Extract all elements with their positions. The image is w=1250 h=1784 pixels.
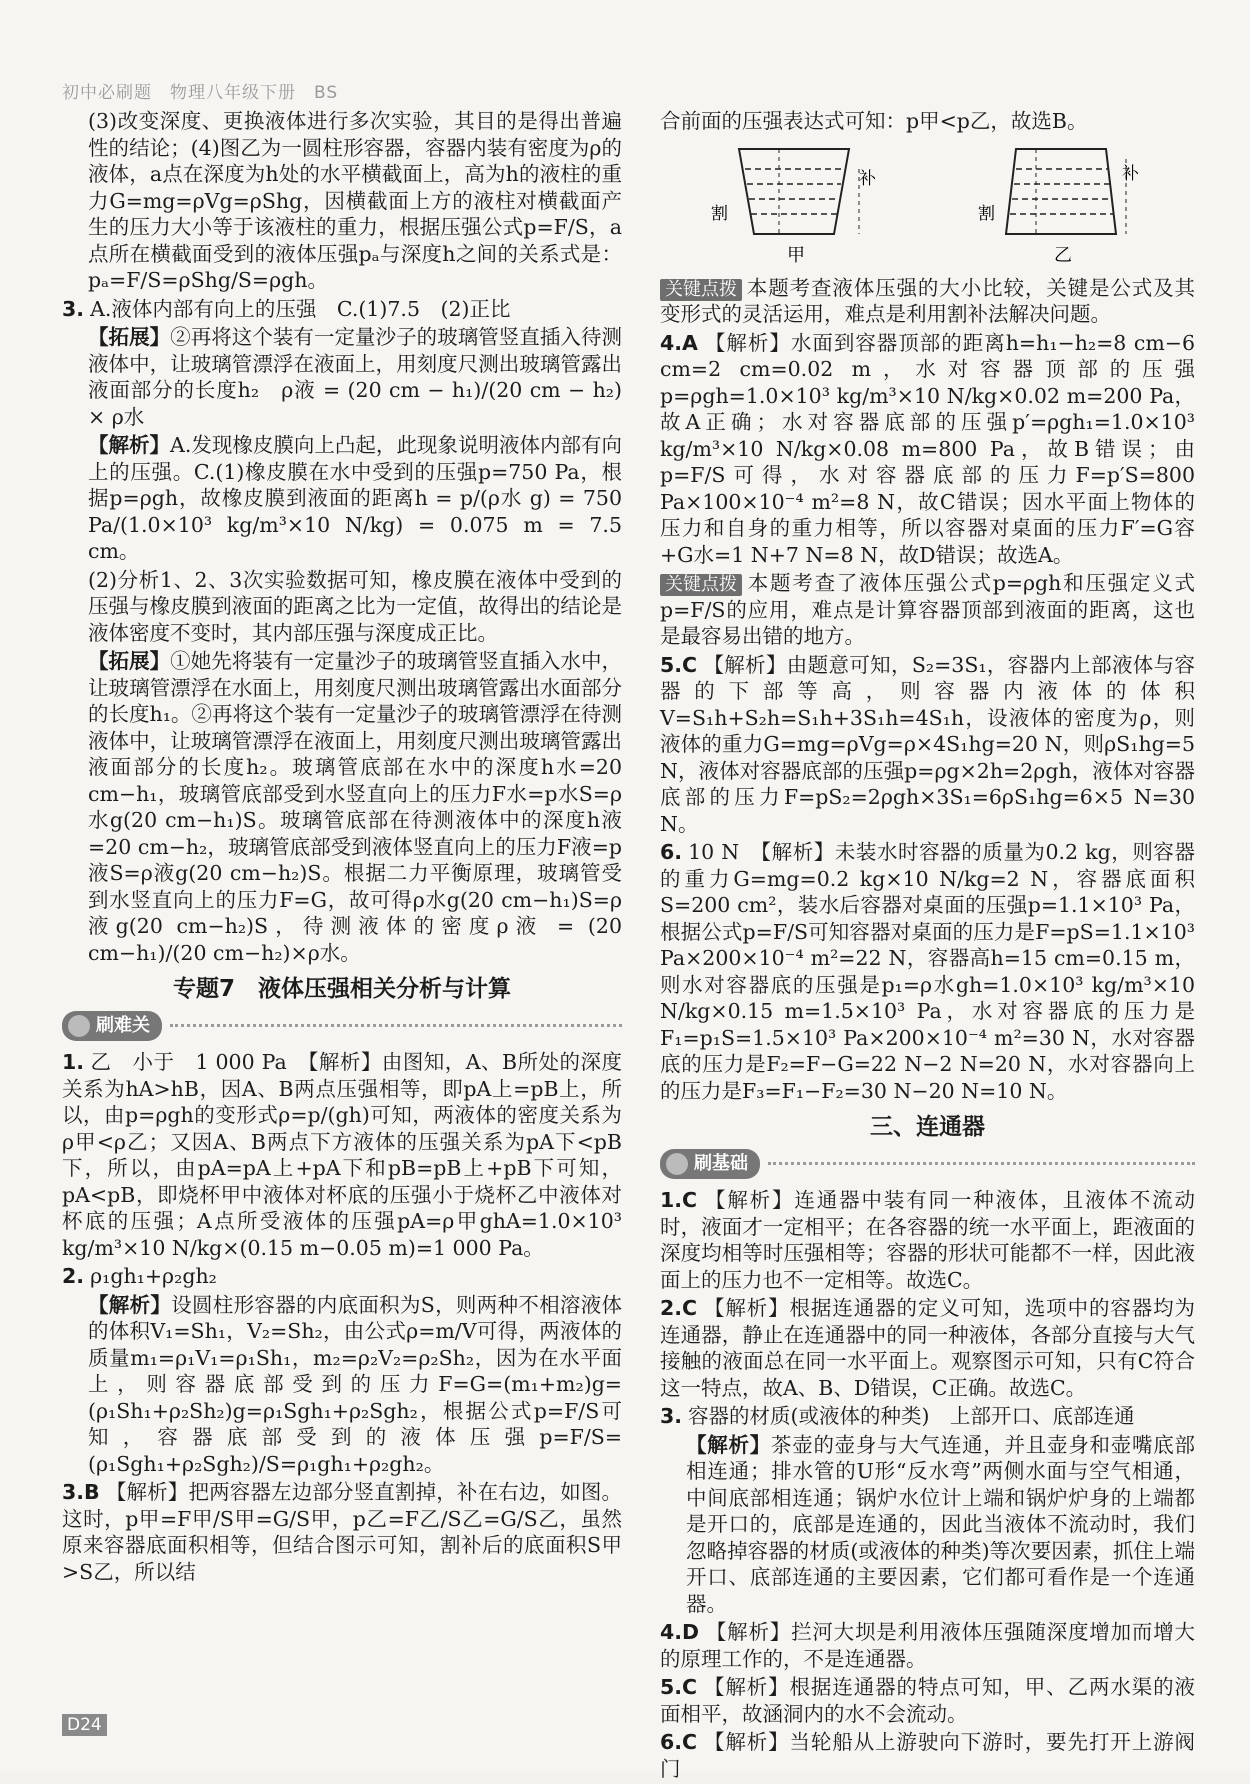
analysis-tag: 【解析】	[88, 1292, 172, 1317]
connector-q6	[660, 1729, 1195, 1782]
question-number: 3.	[62, 296, 85, 321]
analysis-tag: 【解析】	[686, 1432, 771, 1457]
container-diagram	[660, 139, 1195, 269]
key-point-text: 本题考查了液体压强公式p=ρgh和压强定义式p=F/S的应用，难点是计算容器顶部到液面的距离，这也是最容易出错的地方。	[660, 571, 1195, 648]
connector-q2	[660, 1295, 1195, 1401]
section-badge-row	[62, 1011, 622, 1042]
question-number: 3.	[660, 1404, 683, 1428]
continued-text: 合前面的压强表达式可知：p甲<p乙，故选B。	[660, 109, 1088, 133]
connector-q5	[660, 1674, 1195, 1727]
question-number: 1.C	[660, 1188, 698, 1212]
analysis-block	[62, 1292, 622, 1478]
container-diagram-jia	[709, 139, 879, 269]
analysis-tag: 【解析】	[88, 433, 171, 457]
section-badge	[660, 1149, 760, 1180]
section-badge-row	[660, 1149, 1195, 1180]
diagram-label-ge: 割	[710, 203, 728, 224]
key-point-tag: 关键点拨	[660, 574, 742, 596]
key-point-2	[660, 570, 1195, 650]
key-point-tag: 关键点拨	[660, 279, 742, 301]
answer-paragraph: (3)改变深度、更换液体进行多次实验，其目的是得出普遍性的结论；(4)图乙为一圆柱形容器，容器内装有密度为ρ的液体，a点在深度为h处的水平横截面上，高为h的液柱的重力G=mg=ρVg=ρShg，因横截面上方的液柱对横截面产生的压力大小等于该液柱的重力，根据压强公式p=F/S，a点所在横截面受到的液体压强pₐ与深度h之间的关系式是：pₐ=F/S=ρShg/S=ρgh。	[88, 109, 622, 292]
key-point-1	[660, 275, 1195, 328]
question-number: 5.C	[660, 652, 698, 677]
answer-text: 容器的材质(或液体的种类) 上部开口、底部连通	[688, 1404, 1135, 1428]
question-6	[660, 839, 1195, 1104]
question-2	[62, 1263, 622, 1290]
question-5	[660, 652, 1195, 838]
dotted-divider	[170, 1024, 622, 1027]
extension-block	[62, 324, 622, 430]
section-title: 三、连通器	[870, 1114, 985, 1140]
analysis-text: 茶壶的壶身与大气连通，并且壶身和壶嘴底部相连通；排水管的U形“反水弯”两侧水面与空气相通，中间底部相连通；锅炉水位计上端和锅炉炉身的上端都是开口的，底部是连通的，因此当液体不流动时，我们忽略掉容器的材质(或液体的种类)等次要因素，抓住上端开口、底部连通的主要因素，它们都可看作是一个连通器。	[686, 1432, 1196, 1616]
right-column	[660, 108, 1195, 1784]
analysis-text: 设圆柱形容器的内底面积为S，则两种不相溶液体的体积V₁=Sh₁，V₂=Sh₂，由公式ρ=m/V可得，两液体的质量m₁=ρ₁V₁=ρ₁Sh₁，m₂=ρ₂V₂=ρ₂Sh₂，因为在水平面上，则容器底部受到的压力F=G=(m₁+m₂)g=(ρ₁Sh₁+ρ₂Sh₂)g=ρ₁Sgh₁+ρ₂Sgh₂，根据公式p=F/S可知，容器底部受到的液体压强p=F/S=(ρ₁Sgh₁+ρ₂Sgh₂)/S=ρ₁gh₁+ρ₂gh₂。	[88, 1292, 623, 1476]
diagram-caption: 甲	[786, 244, 805, 266]
answer-text: 【解析】当轮船从上游驶向下游时，要先打开上游阀门	[660, 1730, 1195, 1781]
question-number: 6.C	[660, 1730, 698, 1754]
connector-q3	[660, 1403, 1195, 1430]
question-3	[62, 296, 622, 323]
answer-text: 【解析】水面到容器顶部的距离h=h₁−h₂=8 cm−6 cm=2 cm=0.02 m，水对容器顶部的压强p=ρgh=1.0×10³ kg/m³×10 N/kg×0.02 m=200 Pa，故A正确；水对容器底部的压强p′=ρgh₁=1.0×10³ kg/m³×10 N/kg×0.08 m=800 Pa，故B错误；由p=F/S可得，水对容器底部的压力F=p′S=800 Pa×100×10⁻⁴ m²=8 N，故C错误；因水平面上物体的压力和自身的重力相等，所以容器对桌面的压力F′=G容+G水=1 N+7 N=8 N，故D错误；故选A。	[660, 330, 1195, 567]
extension-block-2	[62, 648, 622, 966]
dotted-divider	[768, 1162, 1195, 1165]
diagram-label-ge: 割	[978, 203, 996, 224]
analysis-block	[62, 432, 622, 565]
question-1	[62, 1049, 622, 1261]
question-number: 2.	[62, 1264, 85, 1288]
extension-tag: 【拓展】	[88, 325, 171, 349]
analysis-block	[660, 1432, 1195, 1618]
question-number: 5.C	[660, 1675, 698, 1699]
answer-text: 【解析】把两容器左边部分竖直割掉，补在右边，如图。这时，p甲=F甲/S甲=G/S甲，p乙=F乙/S乙=G/S乙，虽然原来容器底面积相等，但结合图示可知，割补后的底面积S甲>S乙，所以结	[62, 1480, 622, 1584]
left-column	[62, 108, 622, 1587]
answer-text: ρ₁gh₁+ρ₂gh₂	[90, 1264, 217, 1288]
analysis-continued: (2)分析1、2、3次实验数据可知，橡皮膜在液体中受到的压强与橡皮膜到液面的距离之比为一定值，故得出的结论是液体密度不变时，其内部压强与深度成正比。	[88, 567, 622, 645]
question-number: 4.D	[660, 1620, 700, 1644]
answer-text: 【解析】拦河大坝是利用液体压强随深度增加而增大的原理工作的，不是连通器。	[660, 1620, 1195, 1671]
question-number: 3.B	[62, 1480, 100, 1504]
answer-text: 【解析】由题意可知，S₂=3S₁，容器内上部液体与容器的下部等高，则容器内液体的体积V=S₁h+S₂h=S₁h+3S₁h=4S₁h，设液体的密度为ρ，则液体的重力G=mg=ρVg=ρ×4S₁hg=20 N，则ρS₁hg=5 N，液体对容器底部的压强p=ρg×2h=2ρgh，液体对容器底部的压力F=pS₂=2ρgh×3S₁=6ρS₁hg=6×5 N=30 N。	[660, 652, 1195, 836]
question-number: 1.	[62, 1050, 85, 1074]
connector-q1	[660, 1187, 1195, 1293]
book-icon	[666, 1153, 688, 1175]
question-number: 6.	[660, 840, 683, 864]
page-header: 初中必刷题 物理八年级下册 BS	[62, 83, 339, 103]
page-number: D24	[62, 1714, 107, 1736]
answer-text: 乙 小于 1 000 Pa 【解析】由图知，A、B所处的深度关系为hA>hB，因A、B两点压强相等，即pA上=pB上，所以，由p=ρgh的变形式ρ=p/(gh)可知，两液体的密度关系为ρ甲<ρ乙；又因A、B两点下方液体的压强关系为pA下<pB下，所以，由pA=pA上+pA下和pB=pB上+pB下可知，pA<pB，即烧杯甲中液体对杯底的压强小于烧杯乙中液体对杯底的压强；A点所受液体的压强pA=ρ甲ghA=1.0×10³ kg/m³×10 N/kg×(0.15 m−0.05 m)=1 000 Pa。	[62, 1050, 622, 1260]
extension-text: ②再将这个装有一定量沙子的玻璃管竖直插入待测液体中，让玻璃管漂浮在液面上，用刻度尺测出玻璃管露出液面部分的长度h₂ ρ液 = (20 cm − h₁)/(20 cm − h₂) × ρ水	[88, 325, 623, 429]
key-point-text: 本题考查液体压强的大小比较，关键是公式及其变形式的灵活运用，难点是利用割补法解决问题。	[660, 275, 1195, 326]
answer-text: 10 N 【解析】未装水时容器的质量为0.2 kg，则容器的重力G=mg=0.2 kg×10 N/kg=2 N，容器底面积S=200 cm²，装水后容器对桌面的压强p=1.1×10³ Pa，根据公式p=F/S可知容器对桌面的压力是F=pS=1.1×10³ Pa×200×10⁻⁴ m²=22 N，容器高h=15 cm=0.15 m，则水对容器底的压强是p₁=ρ水gh=1.0×10³ kg/m³×10 N/kg×0.15 m=1.5×10³ Pa，水对容器底的压力是F₁=p₁S=1.5×10³ Pa×200×10⁻⁴ m²=30 N，水对容器底的压力是F₂=F−G=22 N−2 N=20 N，水对容器向上的压力是F₃=F₁−F₂=30 N−20 N=10 N。	[660, 840, 1195, 1103]
diagram-label-bu: 补	[1122, 163, 1140, 184]
connector-q4	[660, 1619, 1195, 1672]
question-number: 4.A	[660, 330, 698, 355]
answer-text: A.液体内部有向上的压强 C.(1)7.5 (2)正比	[90, 296, 511, 321]
diagram-caption: 乙	[1054, 244, 1073, 266]
book-icon	[68, 1015, 90, 1037]
extension-text: ①她先将装有一定量沙子的玻璃管竖直插入水中，让玻璃管漂浮在水面上，用刻度尺测出玻璃管露出水面部分的长度h₁。②再将这个装有一定量沙子的玻璃管漂浮在待测液体中，让玻璃管漂浮在液面上，用刻度尺测出玻璃管露出液面部分的长度h₂。玻璃管底部在水中的深度h水=20 cm−h₁，玻璃管底部受到水竖直向上的压力F水=p水S=ρ水g(20 cm−h₁)S。玻璃管底部在待测液体中的深度h液=20 cm−h₂，玻璃管底部受到液体竖直向上的压力F液=p液S=ρ液g(20 cm−h₂)S。根据二力平衡原理，玻璃管受到水竖直向上的压力F=G，故可得ρ水g(20 cm−h₁)S=ρ液g(20 cm−h₂)S，待测液体的密度ρ液 = (20 cm−h₁)/(20 cm−h₂)×ρ水。	[88, 649, 623, 965]
topic-title: 专题7 液体压强相关分析与计算	[172, 976, 511, 1002]
answer-text: 【解析】连通器中装有同一种液体，且液体不流动时，液面才一定相平；在各容器的统一水平面上，距液面的深度均相等时压强相等；容器的形状可能都不一样，因此液面上的压力也不一定相等。故选C。	[660, 1188, 1195, 1292]
badge-label: 刷基础	[694, 1152, 748, 1174]
question-4	[660, 330, 1195, 569]
badge-label: 刷难关	[96, 1014, 150, 1036]
question-3b	[62, 1479, 622, 1585]
analysis-text: A.发现橡皮膜向上凸起，此现象说明液体内部有向上的压强。C.(1)橡皮膜在水中受到的压强p=750 Pa，根据p=ρgh，故橡皮膜到液面的距离h = p/(ρ水 g) = 750 Pa/(1.0×10³ kg/m³×10 N/kg) = 0.075 m = 7.5 cm。	[88, 433, 622, 563]
container-diagram-yi	[976, 139, 1146, 269]
question-number: 2.C	[660, 1296, 698, 1320]
answer-text: 【解析】根据连通器的定义可知，选项中的容器均为连通器，静止在连通器中的同一种液体，各部分直接与大气接触的液面总在同一水平面上。观察图示可知，只有C符合这一特点，故A、B、D错误，C正确。故选C。	[660, 1296, 1195, 1400]
answer-text: 【解析】根据连通器的特点可知，甲、乙两水渠的液面相平，故涵洞内的水不会流动。	[660, 1675, 1195, 1726]
extension-tag: 【拓展】	[88, 649, 171, 673]
diagram-label-bu: 补	[858, 168, 876, 189]
section-badge	[62, 1011, 162, 1042]
